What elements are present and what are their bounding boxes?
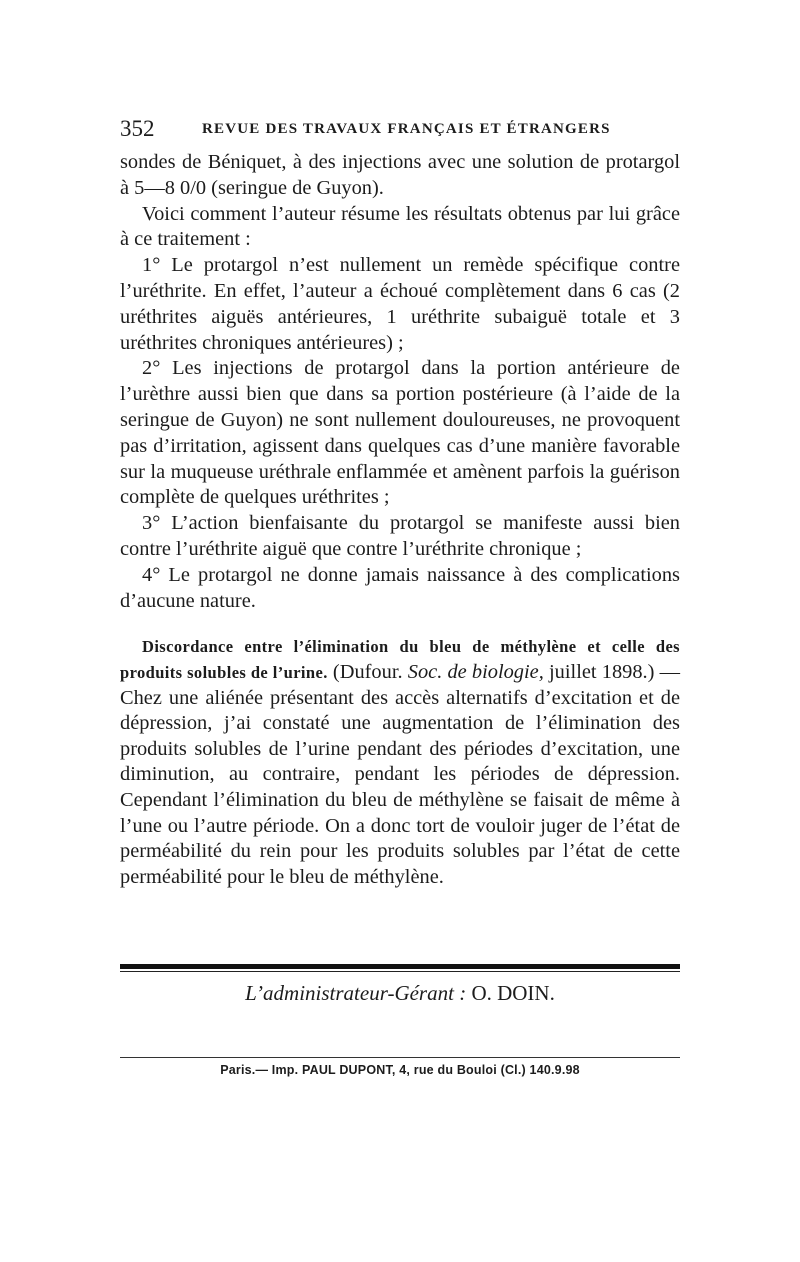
- signature-role: L’administrateur-Gérant :: [245, 981, 467, 1005]
- summary-intro-paragraph: Voici comment l’auteur résume les résultats obtenus par lui grâce à ce traitement :: [120, 202, 680, 251]
- result-item-2: 2° Les injections de protargol dans la portion antérieure de l’urèthre aussi bien que dans sa portion postérieure (à l’aide de la seringue de Guyon) ne sont nullement douloureuses, ne provoquent pas d’irritation, agissent dans quelques cas d’une manière favorable sur la muqueuse uréthrale enflammée et amènent parfois la guérison complète de quelques uréthrites ;: [120, 357, 680, 509]
- footer-rule: [120, 1057, 680, 1058]
- abstract-author: (Dufour.: [332, 660, 403, 683]
- running-title: REVUE DES TRAVAUX FRANÇAIS ET ÉTRANGERS: [202, 121, 611, 137]
- result-item-1: 1° Le protargol n’est nullement un remède spécifique contre l’uréthrite. En effet, l’auteur a échoué complètement dans 6 cas (2 uréthrites aiguës antérieures, 1 uréthrite subaiguë totale et 3 uréthrites chroniques antérieures) ;: [120, 254, 680, 354]
- page-number: 352: [120, 116, 155, 141]
- double-rule-thick: [120, 964, 680, 969]
- section-spacer: [120, 614, 680, 634]
- signature-name: O. DOIN.: [471, 981, 555, 1005]
- abstract-title: Discordance entre l’élimination du bleu de méthylène et celle des produits solubles de l’urine.: [120, 637, 680, 682]
- double-rule-thin: [120, 971, 680, 972]
- printer-imprint: Paris.— Imp. PAUL DUPONT, 4, rue du Bouloi (Cl.) 140.9.98: [220, 1063, 580, 1077]
- abstract-date: juillet 1898.): [549, 660, 655, 683]
- abstract-text: — Chez une aliénée présentant des accès alternatifs d’excitation et de dépression, j’ai constaté une augmentation de l’élimination des produits solubles de l’urine pendant des périodes d’excitation, une diminution, au contraire, pendant les périodes de dépression. Cependant l’élimination du bleu de méthylène se faisait de même à l’une ou l’autre période. On a donc tort de vouloir juger de l’état de perméabilité du rein pour les produits solubles par l’état de cette perméabilité pour le bleu de méthylène.: [120, 660, 681, 888]
- abstract-source: Soc. de biologie,: [407, 660, 544, 683]
- result-item-4: 4° Le protargol ne donne jamais naissance à des complications d’aucune nature.: [120, 563, 680, 612]
- signature-line: [120, 978, 680, 1008]
- abstract-paragraph: [120, 634, 680, 890]
- page-header: [120, 114, 680, 144]
- continued-paragraph: sondes de Béniquet, à des injections avec une solution de protargol à 5—8 0/0 (seringue de Guyon).: [120, 151, 680, 199]
- result-item-3: 3° L’action bienfaisante du protargol se manifeste aussi bien contre l’uréthrite aiguë que contre l’uréthrite chronique ;: [120, 512, 680, 560]
- body-text: [120, 150, 680, 890]
